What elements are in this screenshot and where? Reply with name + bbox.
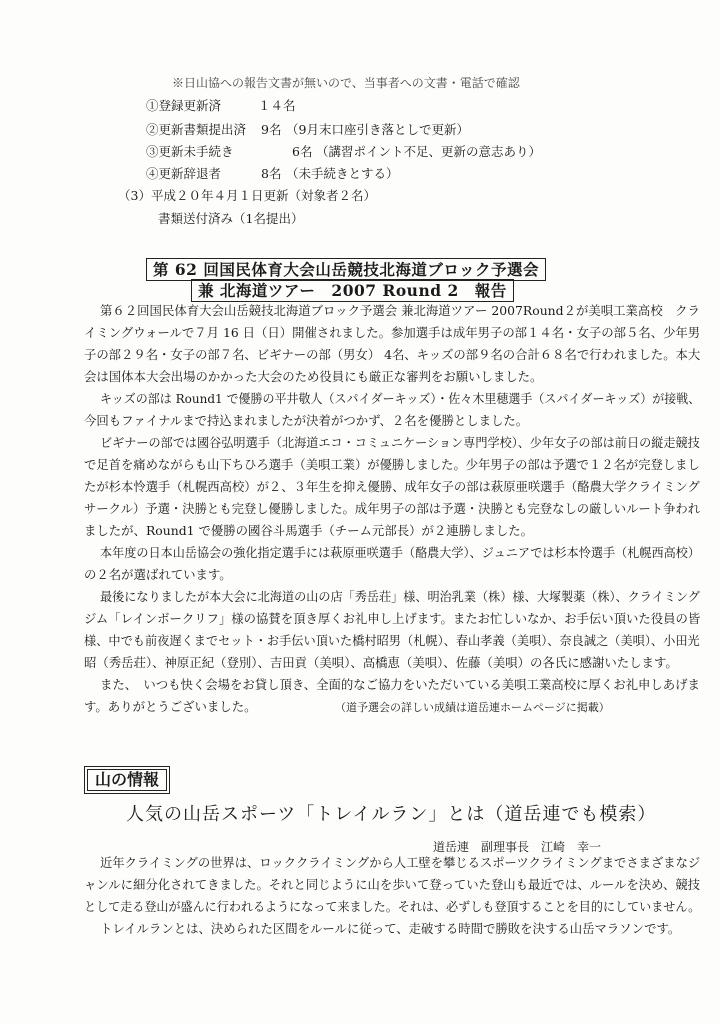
note-line: ※日山協への報告文書が無いので、当事者への文書・電話で確認 <box>172 76 520 90</box>
registration-note: （未手続きとする） <box>286 166 399 181</box>
registration-label: ②更新書類提出済 <box>146 122 247 137</box>
article-line: として走る登山が盛んに行われるようになって来ました。それは、必ずしも登頂することを目的にしていません。 <box>84 899 701 914</box>
registration-note: （講習ポイント不足、更新の意志あり） <box>316 144 542 159</box>
report-line: キッズの部は Round1 で優勝の平井敬人（スパイダーキッズ）・佐々木里穂選手（スパイダーキッズ）が接戦、 <box>100 391 701 406</box>
report-line: サークル）予選・決勝とも完登し優勝しました。成年男子の部は予選・決勝とも完登なしの厳しいルート争われ <box>84 501 701 516</box>
report-line: また、 いつも快く会場をお貸し頂き、全面的なご協力をいただいている美唄工業高校に厚くお礼申しあげま <box>100 677 700 692</box>
report-line: 様、中でも前夜遅くまでセット・お手伝い頂いた橋村昭男（札幌）、春山孝義（美唄）、奈良誠之（美唄）、小田光 <box>84 633 700 648</box>
report-line: イミングウォールで７月 16 日（日）開催されました。参加選手は成年男子の部１４名・女子の部５名、少年男 <box>84 325 701 340</box>
section-label <box>84 766 170 794</box>
article-byline: 道岳連 副理事長 江崎 幸一 <box>433 840 602 854</box>
article-line: トレイルランとは、決められた区間をルールに従って、走破する時間で勝敗を決する山岳マラソンです。 <box>100 921 681 936</box>
report-line: 最後になりましたが本大会に北海道の山の店「秀岳荘」様、明治乳業（株）様、大塚製薬（株）、クライミング <box>100 589 700 604</box>
registration-count: 9名 <box>261 122 282 137</box>
report-line: の２名が選ばれています。 <box>84 567 232 582</box>
report-line: 昭（秀岳荘）、神原正紀（登別）、吉田貢（美唄）、高橋恵（美唄）、佐藤（美唄）の各氏に感謝いたします。 <box>84 655 678 670</box>
registration-row <box>146 96 566 116</box>
item3-line2: 書類送付済み（1名提出） <box>158 211 304 226</box>
article-line: 近年クライミングの世界は、ロッククライミングから人工壁を攀じるスポーツクライミングまでさまざまなジ <box>100 855 701 870</box>
registration-label: ④更新辞退者 <box>146 166 222 181</box>
report-line: 会は国体本大会出場のかかった大会のため役員にも厳正な審判をお願いしました。 <box>84 369 543 384</box>
registration-row <box>146 164 566 184</box>
report-line: す。ありがとうございました。 <box>84 699 257 714</box>
report-line: 第６２回国民体育大会山岳競技北海道ブロック予選会 兼北海道ツアー 2007Round２が美唄工業高校 クラ <box>100 303 700 318</box>
registration-label: ①登録更新済 <box>146 98 222 113</box>
report-line: 本年度の日本山岳協会の強化指定選手には萩原亜咲選手（酪農大学）、ジュニアでは杉本怜選手（札幌西高校） <box>100 545 700 560</box>
report-line: 子の部２９名・女子の部７名、ビギナーの部（男女） 4名、キッズの部９名の合計６８名で行われました。本大 <box>84 347 701 362</box>
report-line: ましたが、Round1 で優勝の國谷斗馬選手（チーム元部長）が２連勝しました。 <box>84 523 534 538</box>
registration-count: 6名 <box>292 144 313 159</box>
item3-line1: （3）平成２０年４月１日更新（対象者２名） <box>118 188 376 203</box>
registration-label: ③更新未手続き <box>146 144 234 159</box>
article-title: 人気の山岳スポーツ「トレイルラン」とは（道岳連でも模索） <box>126 804 657 825</box>
article-line: ャンルに細分化されてきました。それと同じように山を歩いて登っていた登山も最近では、ルールを決め、競技 <box>84 877 701 892</box>
report-title-line2: 兼 北海道ツアー 2007 Round 2 報告 <box>191 279 514 302</box>
report-line: 今回もファイナルまで持込まれましたが決着がつかず、２名を優勝としました。 <box>84 413 529 428</box>
registration-count: １４名 <box>258 98 296 113</box>
section-label-text: 山の情報 <box>87 769 167 791</box>
report-line: ジム「レインボークリフ」様の協賛を頂き厚くお礼申し上げます。またお忙しいなか、お手伝い頂いた役員の皆 <box>84 611 701 626</box>
registration-count: 8名 <box>261 166 282 181</box>
report-title-line1: 第 62 回国民体育大会山岳競技北海道ブロック予選会 <box>146 258 546 281</box>
registration-row <box>146 120 566 140</box>
registration-note: （9月末口座引き落としで更新） <box>286 122 469 137</box>
report-closing-note: （道予選会の詳しい成績は道岳連ホームページに掲載） <box>335 701 610 714</box>
report-line: ビギナーの部では國谷弘明選手（北海道エコ・コミュニケーション専門学校）、少年女子の部は前日の縦走競技 <box>100 435 700 450</box>
report-line: たが杉本怜選手（札幌西高校）が２、３年生を抑え優勝、成年女子の部は萩原亜咲選手（酪農大学クライミング <box>84 479 700 494</box>
report-line: で足首を痛めながらも山下ちひろ選手（美唄工業）が優勝しました。少年男子の部は予選で１２名が完登しまし <box>84 457 700 472</box>
registration-row <box>146 142 566 162</box>
